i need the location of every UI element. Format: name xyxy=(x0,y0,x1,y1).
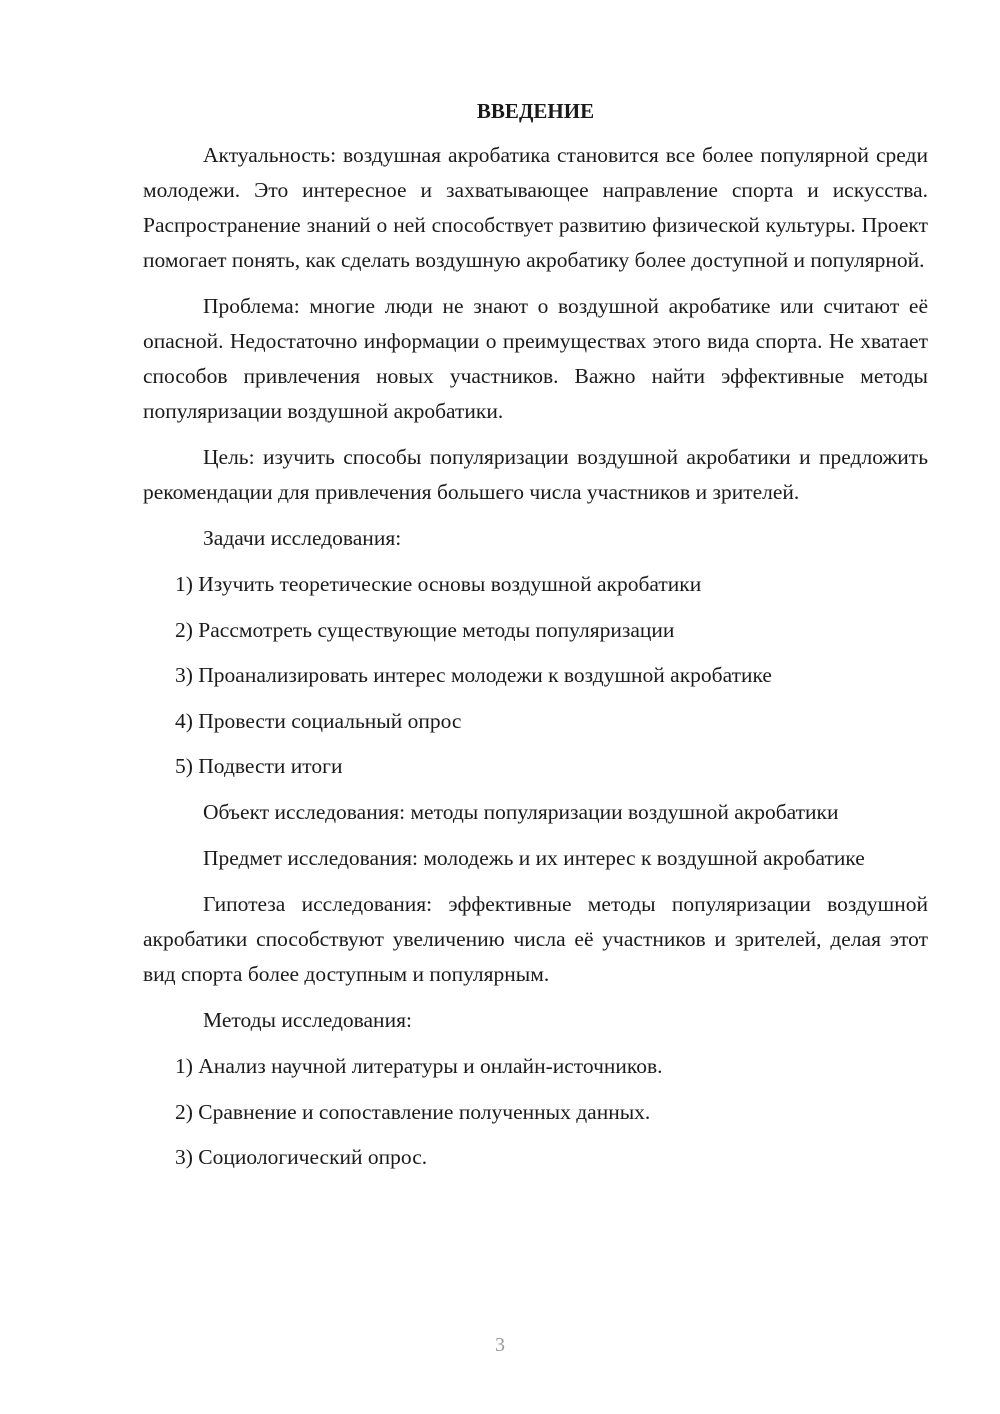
list-item: 3) Социологический опрос. xyxy=(175,1145,428,1169)
methods-label: Методы исследования: xyxy=(203,1008,412,1032)
list-item: 2) Сравнение и сопоставление полученных данных. xyxy=(175,1099,651,1124)
goal-paragraph: Цель: изучить способы популяризации воздушной акробатики и предложить рекомендации для привлечения большего числа участников и зрителей. xyxy=(143,445,928,504)
list-item: 1) Изучить теоретические основы воздушной акробатики xyxy=(175,572,702,596)
methods-list xyxy=(143,1049,928,1175)
list-item: 5) Подвести итоги xyxy=(175,754,343,778)
subject-paragraph: Предмет исследования: молодежь и их интерес к воздушной акробатике xyxy=(203,846,865,870)
section-title: ВВЕДЕНИЕ xyxy=(476,99,595,123)
list-item: 4) Провести социальный опрос xyxy=(175,708,462,733)
problem-paragraph: Проблема: многие люди не знают о воздушной акробатике или считают её опасной. Недостаточно информации о преимуществах этого вида спорта. Не хватает способов привлечения новых участников. Важно найти эффективные методы популяризации воздушной акробатики. xyxy=(143,294,928,423)
relevance-paragraph: Актуальность: воздушная акробатика становится все более популярной среди молодежи. Это интересное и захватывающее направление спорта и искусства. Распространение знаний о ней способствует развитию физической культуры. Проект помогает понять, как сделать воздушную акробатику более доступной и популярной. xyxy=(143,143,928,272)
document-page xyxy=(143,96,928,1186)
tasks-label: Задачи исследования: xyxy=(203,526,402,550)
object-paragraph: Объект исследования: методы популяризации воздушной акробатики xyxy=(203,800,839,824)
list-item: 2) Рассмотреть существующие методы популяризации xyxy=(175,617,675,642)
page-number: 3 xyxy=(495,1334,505,1356)
list-item: 1) Анализ научной литературы и онлайн-источников. xyxy=(175,1054,663,1078)
hypothesis-paragraph: Гипотеза исследования: эффективные методы популяризации воздушной акробатики способствуют увеличению числа её участников и зрителей, делая этот вид спорта более доступным и популярным. xyxy=(143,892,928,986)
list-item: 3) Проанализировать интерес молодежи к воздушной акробатике xyxy=(175,663,772,687)
tasks-list xyxy=(143,567,928,784)
